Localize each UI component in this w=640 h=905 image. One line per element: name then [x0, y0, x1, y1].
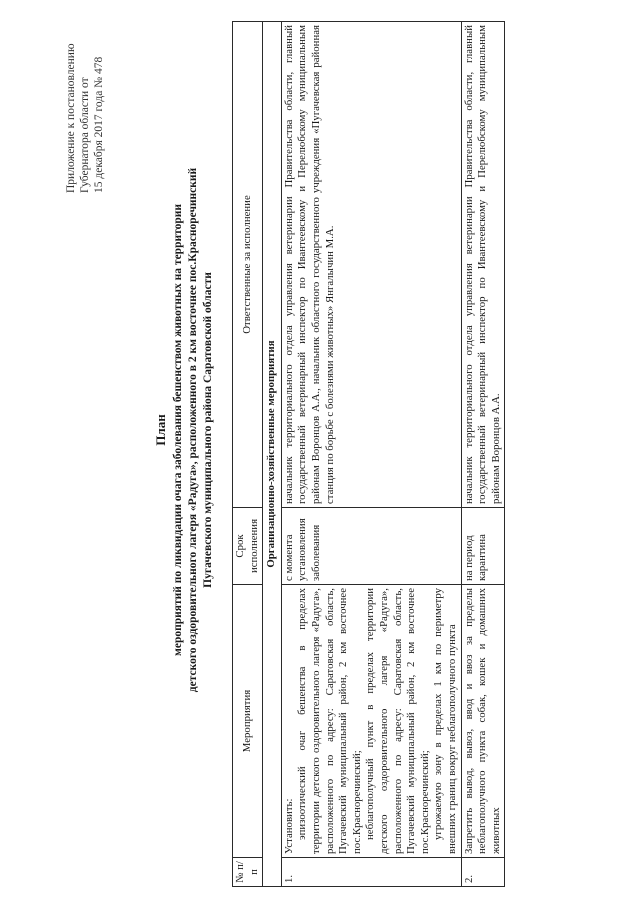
row-1-responsible: начальник территориального отдела управления ветеринарии Правительства области, главный государственный ветеринарный инспектор по Ивантеевскому и Перелюбскому муниципальным районам Воронцов А.А., начальник областного государственного учреждения «Пугачевская районная станция по борьбе с болезнями животных» Янгалычин М.А.	[281, 22, 461, 508]
row-1-activity	[281, 585, 461, 858]
plan-table	[232, 21, 505, 887]
annex-line-3: 15 декабря 2017 года № 478	[93, 56, 105, 193]
row-1-zone: угрожаемую зону в пределах 1 км по периметру внешних границ вокруг неблагополучного пункта	[432, 588, 458, 854]
header-responsible: Ответственные за исполнение	[233, 22, 263, 508]
row-1-num: 1.	[281, 858, 461, 887]
title-plan: План	[153, 414, 168, 446]
header-term: Срок исполнения	[233, 508, 263, 585]
header-num: № п/п	[233, 858, 263, 887]
row-2-num: 2.	[461, 858, 505, 887]
row-2-term: на период карантина	[461, 508, 505, 585]
annex-line-2: Губернатора области от	[79, 77, 91, 193]
table-row	[461, 22, 505, 887]
row-1-point: неблагополучный пункт в пределах территории детского оздоровительного лагеря «Радуга», расположенного по адресу: Саратовская область, Пугачевский муниципальный район, 2 км восточнее пос.Красноречинский;	[364, 588, 431, 854]
row-2-activity: Запретить вывод, вывоз, ввод и ввоз за пределы неблагополучного пункта собак, кошек и домашних животных	[461, 585, 505, 858]
row-1-term: с момента установления заболевания	[281, 508, 461, 585]
row-1-focus: эпизоотический очаг бешенства в пределах территории детского оздоровительного лагеря «Радуга», расположенного по адресу: Саратовская область, Пугачевский муниципальный район, 2 км восточнее пос.Красноречинский;	[296, 588, 363, 854]
header-activity: Мероприятия	[233, 585, 263, 858]
section-row	[263, 22, 282, 887]
annex-line-1: Приложение к постановлению	[65, 43, 77, 193]
table-header-row	[233, 22, 263, 887]
row-2-responsible: начальник территориального отдела управления ветеринарии Правительства области, главный государственный ветеринарный инспектор по Ивантеевскому и Перелюбскому муниципальным районам Воронцов А.А.	[461, 22, 505, 508]
document-title	[152, 45, 216, 815]
table-row	[281, 22, 461, 887]
title-line-2: детского оздоровительного лагеря «Радуга», расположенного в 2 км восточнее пос.Красноречинский	[187, 167, 199, 693]
section-title: Организационно-хозяйственные мероприятия	[263, 22, 282, 887]
title-line-3: Пугачевского муниципального района Саратовской области	[202, 272, 214, 588]
title-line-1: мероприятий по ликвидации очага заболевания бешенством животных на территории	[172, 204, 184, 656]
row-1-lead: Установить:	[282, 798, 295, 854]
annex-note	[64, 13, 106, 193]
